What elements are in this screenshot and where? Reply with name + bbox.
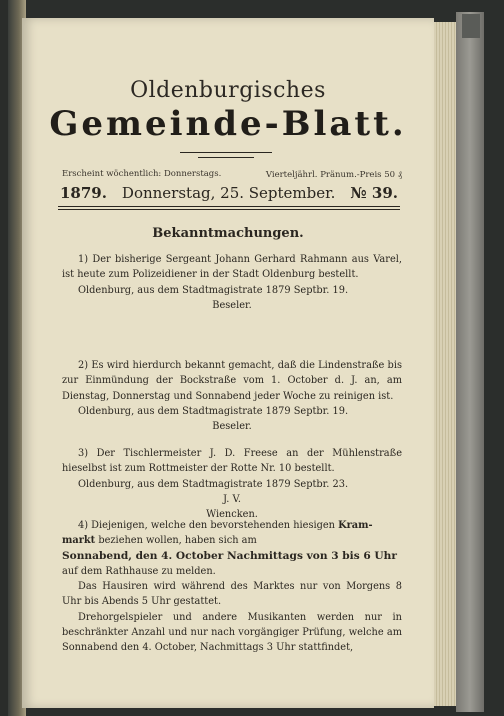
- notice-2: [62, 358, 402, 434]
- notice-body: 2) Es wird hierdurch bekannt gemacht, daß die Lindenstraße bis zur Einmündung der Bockstraße vom 1. October d. J. an, am Dienstag, Donnerstag und Sonnabend jeder Woche zu reinigen ist.: [62, 360, 402, 402]
- notice-intro-text: 4) Diejenigen, welche den bevorstehenden hiesigen: [78, 520, 335, 531]
- notice-3: [62, 446, 402, 522]
- notice-highlight-line: [62, 549, 402, 564]
- notice-signature: Beseler.: [212, 299, 252, 311]
- notice-body: 3) Der Tischlermeister J. D. Freese an der Mühlenstraße hieselbst ist zum Rottmeister der Rotte Nr. 10 bestellt.: [62, 448, 402, 475]
- notice-place: Oldenburg, aus dem Stadtmagistrate 1879 Septbr. 19.: [78, 405, 349, 417]
- masthead-title: Gemeinde-Blatt.: [49, 104, 407, 144]
- issue-date: Donnerstag, 25. September.: [121, 184, 336, 202]
- issue-year: 1879.: [60, 184, 107, 202]
- notice-line2-bold: markt: [62, 535, 96, 547]
- notice-place: Oldenburg, aus dem Stadtmagistrate 1879 Septbr. 23.: [78, 478, 349, 490]
- page-content: [22, 18, 434, 708]
- back-cover: [456, 12, 484, 712]
- publication-frequency: Erscheint wöchentlich: Donnerstags.: [62, 169, 222, 179]
- notice-line4: auf dem Rathhause zu melden.: [62, 565, 216, 577]
- notice-4: [62, 518, 402, 656]
- notice-signature-deputy: J. V.: [223, 493, 241, 505]
- page-edges: [434, 22, 456, 706]
- issue-number: № 39.: [350, 184, 398, 202]
- header-rule-thin: [58, 209, 400, 210]
- issue-dateline: [60, 184, 398, 202]
- notice-place: Oldenburg, aus dem Stadtmagistrate 1879 Septbr. 19.: [78, 284, 349, 296]
- notice-para3: Drehorgelspieler und andere Musikanten werden nur in beschränkter Anzahl und nur nach vorgängiger Prüfung, welche am Sonnabend den 4. October, Nachmittags 3 Uhr stattfindet,: [62, 611, 402, 654]
- notice-signature: Wiencken.: [206, 509, 258, 521]
- notice-1: [62, 252, 402, 313]
- header-rule-thick: [58, 206, 400, 207]
- ornament-rule: [180, 152, 272, 153]
- subscription-price: Vierteljährl. Pränum.-Preis 50 ₰: [265, 170, 402, 180]
- cover-tab: [462, 14, 480, 38]
- ornament-rule-short: [198, 157, 254, 158]
- notice-signature: Beseler.: [212, 421, 252, 433]
- notice-intro-bold: Kram-: [338, 520, 373, 531]
- notice-intro: [62, 518, 402, 549]
- publication-info: [62, 169, 402, 180]
- notice-line2-text: beziehen wollen, haben sich am: [98, 535, 257, 547]
- section-heading: Bekanntmachungen.: [152, 226, 304, 241]
- masthead-subtitle: Oldenburgisches: [130, 78, 326, 103]
- notice-para2: Das Hausiren wird während des Marktes nur von Morgens 8 Uhr bis Abends 5 Uhr gestattet.: [62, 581, 402, 608]
- notice-body: 1) Der bisherige Sergeant Johann Gerhard Rahmann aus Varel, ist heute zum Polizeidiener in der Stadt Oldenburg bestellt.: [62, 254, 402, 281]
- notice-highlight: Sonnabend, den 4. October Nachmittags von 3 bis 6 Uhr: [62, 549, 397, 562]
